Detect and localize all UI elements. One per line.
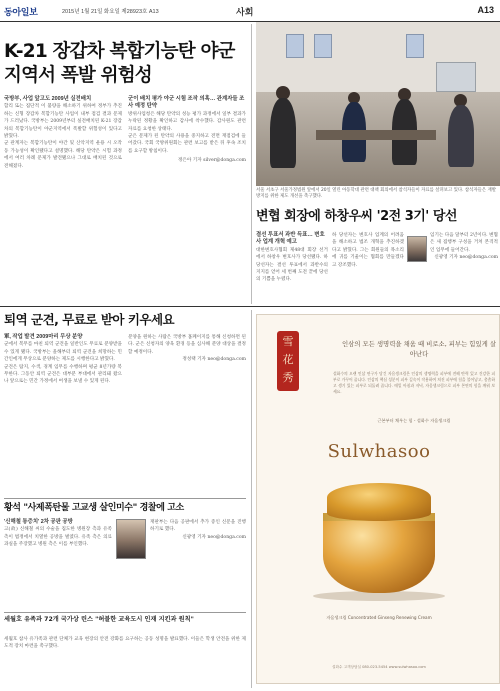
- product-jar: [323, 511, 435, 593]
- article2-byline: 신광영 기자 neo@donga.com: [434, 255, 498, 261]
- product-name: 자음생크림 Concentrated Ginseng Renewing Cream: [326, 615, 432, 620]
- article3-paragraph: 군견은 탐지, 수색, 경계 임무를 수행하며 평균 8년가량 복무한다. 그동안 퇴역 군견은 대부분 부대에서 관리돼 왔으나 앞으로는 민간 가정에서 여생을 보낼 수 있게 된다.: [4, 364, 122, 385]
- article3-column-1: [4, 334, 122, 386]
- issue-date: 2015년 1월 21일 화요일 제28923호 A13: [62, 9, 159, 15]
- article-divider: [4, 612, 246, 613]
- article1-column-2: [128, 96, 246, 165]
- section-divider: [0, 306, 500, 307]
- photo-caption: 서울 서초구 서울가정법원 앞에서 20일 열린 아동학대 관련 대책 회의에서 참석자들이 자료를 살펴보고 있다. 참석자들은 재발 방지를 위한 제도 개선을 촉구했다.: [256, 188, 496, 200]
- article2-column-1: [256, 232, 328, 284]
- seal-character: 雪: [282, 335, 294, 348]
- article2-headline: 변협 회장에 하창우씨 '2전 3기' 당선: [256, 209, 457, 224]
- article2-paragraph: 대한변호사협회 제48대 회장 선거에서 하창우 변호사가 당선됐다. 하 당선자는 결선 투표에서 과반수의 지지를 얻어 세 번째 도전 끝에 당선의 기쁨을 누렸다.: [256, 247, 328, 283]
- ad-headline: 인삼의 모든 생명력을 채움 때 비로소, 피부는 힘있게 살아난다: [341, 340, 497, 358]
- article3-subhead: 軍, 작업 발견 2009마리 무상 분양: [4, 334, 83, 340]
- article1-paragraph: 방위사업청은 해당 탄약의 성능 평가 과정에서 일부 결과가 누락된 정황을 확인하고 감사에 착수했다. 감사원도 관련 자료를 요청한 상태다.: [128, 111, 246, 132]
- product-jar-lid: [327, 483, 431, 521]
- photo-poster: [406, 34, 424, 58]
- column-rule: [251, 310, 252, 688]
- candidate-portrait: [407, 236, 427, 262]
- brand-name: Sulwhasoo: [327, 441, 431, 462]
- article5-headline: 세월호 유족과 72개 국가상 린스 "허블한 교육도시 인재 지킨과 원칙": [4, 616, 194, 623]
- article-divider: [4, 498, 246, 499]
- article1-paragraph: 합리 또는 집단적 이 불량을 해소하기 위하여 정부가 추진하는 신형 장갑차 복합기능탄 사업이 내부 점검 결과 문제가 드러났다. 국방부는 2009년부터 실전배치된 K-21 장갑차의 복합기능탄이 야군지역에서 폭발할 위험성이 있다고 밝혔다.: [4, 104, 122, 140]
- article1-byline: 정은아 기자 silver@donga.com: [177, 158, 246, 164]
- photo-poster: [286, 34, 304, 58]
- article2-paragraph: 임기는 다음 달부터 2년이다. 변협은 새 집행부 구성을 거쳐 본격적인 업무에 들어간다.: [430, 233, 498, 253]
- article2-column-3: [430, 232, 498, 262]
- article4-subhead: '신해철 통증치' 2차 공판 공방: [4, 519, 73, 525]
- article1-kicker: 국방부, 사업 앞고도 2009년 실전배치: [4, 96, 92, 102]
- article4-column-2: [150, 519, 246, 541]
- article5-column: [4, 636, 246, 651]
- photo-person: [270, 98, 296, 168]
- article1-paragraph: 군 관계자는 복합기능탄이 야간 및 산악지역 운용 시 오작동 가능성이 확인됐다고 설명했다. 해당 탄약은 시험 과정에서 여러 차례 문제가 발견됐으나 그대로 배치된 것으로 전해졌다.: [4, 141, 122, 169]
- article5-paragraph: 세월호 참사 유가족과 관련 단체가 교육 현장의 안전 강화를 요구하는 공동 성명을 발표했다. 이들은 학생 안전을 위한 제도적 장치 마련을 촉구했다.: [4, 637, 246, 650]
- article1-subhead: 군이 배치 평가 야군 시험 조작 의혹… 관계자들 조사 예정 탄약: [128, 96, 245, 110]
- article2-paragraph: 하 당선자는 변호사 업계의 어려움을 해소하고 법조 개혁을 추진하겠다고 밝혔다. 그는 회원들의 목소리에 귀를 기울이는 협회를 만들겠다고 강조했다.: [332, 233, 404, 268]
- article3-paragraph: 분양을 원하는 사람은 국방부 홈페이지를 통해 신청하면 된다. 군은 신청자의 양육 환경 등을 심사해 분양 대상을 결정할 예정이다.: [128, 335, 246, 355]
- photo-table: [316, 130, 436, 140]
- cosmetics-advertisement[interactable]: [256, 314, 500, 684]
- article3-headline: 퇴역 군견, 무료로 받아 키우세요: [4, 312, 175, 327]
- article3-column-2: [128, 334, 246, 364]
- article2-subhead: 결선 투표서 과반 득표… 변호사 업계 개혁 예고: [256, 232, 325, 246]
- article3-paragraph: 군에서 복무를 마친 퇴역 군견을 일반인도 무료로 분양받을 수 있게 됐다. 국방부는 올해부터 퇴역 군견을 희망하는 민간인에게 무상으로 분양하는 제도를 시행한다고 밝혔다.: [4, 342, 122, 363]
- photo-person: [448, 105, 474, 167]
- article4-column-1: [4, 519, 112, 549]
- column-rule: [251, 24, 252, 304]
- page-number: A13: [477, 5, 494, 15]
- news-photo: [256, 22, 500, 186]
- photo-board: [436, 62, 476, 92]
- article1-column-1: [4, 96, 122, 170]
- ad-footer: 설화수 고객상담실 080-023-5454 www.sulwhasoo.com: [332, 665, 426, 669]
- seal-character: 花: [282, 353, 294, 366]
- article1-headline: K-21 장갑차 복합기능탄 야군지역서 폭발 위험성: [4, 41, 235, 86]
- ad-tagline: 근본부터 채우는 힘 - 설화수 자음생크림: [377, 418, 451, 423]
- photo-poster: [314, 34, 332, 58]
- article2-column-2: [332, 232, 404, 269]
- article1-paragraph: 군은 문제가 된 탄약의 사용을 중지하고 전면 재점검에 들어갔다. 국회 국방위원회는 관련 보고를 받은 뒤 후속 조치를 요구할 방침이다.: [128, 134, 246, 154]
- article4-paragraph: 재판부는 다음 공판에서 추가 증인 신문을 진행하기로 했다.: [150, 520, 246, 533]
- article4-byline: 신광영 기자 neo@donga.com: [182, 534, 246, 540]
- article3-byline: 정성택 기자 neo@donga.com: [182, 357, 246, 363]
- masthead: [0, 0, 500, 22]
- ad-copy: 설화수의 오랜 인삼 연구가 담긴 자음생크림은 인삼의 생명력을 피부에 전해 탄력 있고 건강한 피부로 가꾸어 줍니다. 인삼의 핵심 성분이 피부 깊숙이 작용하여 처진 피부에 힘을 불어넣고, 촘촘하고 생기 있는 피부로 되돌려 줍니다. 매일 아침과 저녁, 자음생크림으로 피부 본연의 힘을 깨워 보세요.: [333, 371, 495, 394]
- newspaper-logo: 동아일보: [4, 7, 38, 17]
- article4-headline: 황석 "사제폭탄물 고교생 살인미수" 경찰에 고소: [4, 503, 184, 513]
- section-title: 사회: [236, 7, 254, 17]
- seal-character: 秀: [282, 371, 294, 384]
- article4-paragraph: 고(故) 신해철 씨의 수술을 집도한 병원장 측과 유족 측이 법정에서 치열한 공방을 벌였다. 유족 측은 의료 과실을 주장했고 병원 측은 이를 부인했다.: [4, 527, 112, 548]
- defendant-portrait: [116, 519, 146, 559]
